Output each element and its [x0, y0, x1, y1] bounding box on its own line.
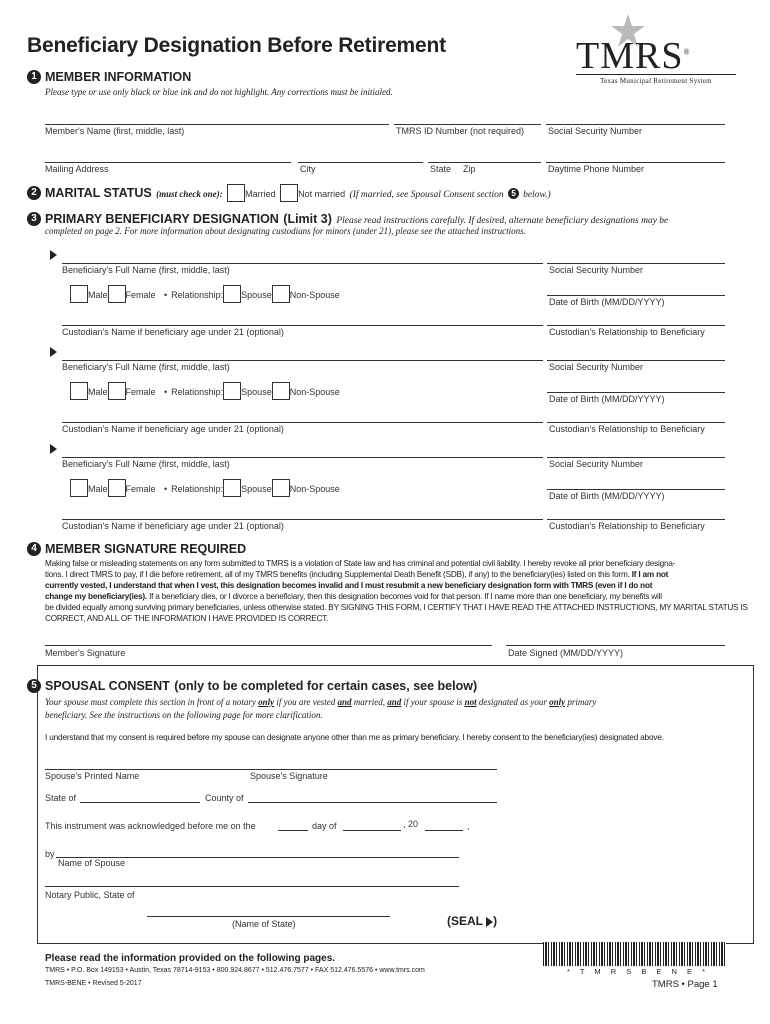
beneficiary-block [0, 250, 770, 347]
text: designated as your [478, 697, 547, 707]
statement-line: CORRECT, AND ALL OF THE INFORMATION I HAVE PROVIDED IS CORRECT. [45, 614, 329, 623]
beneficiary-ssn-label: Social Security Number [549, 362, 644, 372]
section-subtitle: (only to be completed for certain cases, see below) [174, 679, 478, 693]
name-of-state-label: (Name of State) [232, 919, 296, 929]
gender-relationship-row [70, 285, 340, 303]
barcode-text: * T M R S B E N E * [567, 967, 709, 976]
month-field[interactable] [343, 830, 401, 831]
name-of-state-field[interactable] [147, 916, 390, 917]
beneficiary-name-label: Beneficiary's Full Name (first, middle, last) [62, 459, 230, 469]
mailing-label: Mailing Address [45, 164, 109, 174]
spouse-checkbox[interactable] [223, 285, 241, 303]
female-label: Female [125, 290, 156, 301]
married-checkbox[interactable] [227, 184, 245, 202]
text: if you are vested [276, 697, 336, 707]
spouse-label: Spouse [241, 387, 272, 398]
spouse-checkbox[interactable] [223, 382, 241, 400]
date-signed-field[interactable] [506, 645, 725, 646]
dob-label: Date of Birth (MM/DD/YYYY) [549, 297, 665, 307]
notary-label: Notary Public, State of [45, 890, 135, 900]
member-name-field[interactable] [45, 124, 389, 125]
text: if your spouse is [403, 697, 463, 707]
instructions: Please type or use only black or blue ink and do not highlight. Any corrections must be initialed. [45, 87, 393, 97]
emph-and: and [337, 697, 352, 707]
section-title: MARITAL STATUS [45, 186, 152, 201]
beneficiary-block [0, 444, 770, 541]
statement-bold: change my beneficiary(ies). [45, 592, 147, 601]
acknowledged-label: This instrument was acknowledged before me on the [45, 821, 256, 831]
statement-line: If a beneficiary dies, or I divorce a beneficiary, then this designation becomes void for that person. If I name more than one beneficiary, my benefits will [149, 592, 662, 601]
married-label: Married [245, 189, 276, 200]
tmrs-id-label: TMRS ID Number (not required) [396, 126, 525, 136]
emph-and: and [387, 697, 402, 707]
county-of-field[interactable] [248, 802, 497, 803]
custodian-relationship-label: Custodian's Relationship to Beneficiary [549, 424, 705, 434]
city-field[interactable] [298, 162, 423, 163]
section-title: MEMBER INFORMATION [45, 70, 192, 84]
male-checkbox[interactable] [70, 285, 88, 303]
section-number: 4 [27, 542, 41, 556]
year-field[interactable] [425, 830, 463, 831]
member-name-label: Member's Name (first, middle, last) [45, 126, 185, 136]
female-checkbox[interactable] [108, 382, 126, 400]
male-checkbox[interactable] [70, 479, 88, 497]
relationship-label: Relationship: [171, 387, 224, 398]
male-label: Male [88, 484, 108, 495]
day-field[interactable] [278, 830, 308, 831]
spouse-label: Spouse [241, 290, 272, 301]
footer-address: TMRS • P.O. Box 149153 • Austin, Texas 78714-9153 • 800.924.8677 • 512.476.7577 • FAX 512.476.5576 • www.tmrs.com [45, 967, 425, 974]
state-of-label: State of [45, 793, 77, 803]
statement-bold: If I am not [631, 570, 669, 579]
non-spouse-label: Non-Spouse [289, 290, 340, 301]
non-spouse-checkbox[interactable] [272, 479, 290, 497]
custodian-relationship-label: Custodian's Relationship to Beneficiary [549, 521, 705, 531]
emph-only: only [258, 697, 275, 707]
custodian-name-label: Custodian's Name if beneficiary age under 21 (optional) [62, 424, 284, 434]
phone-field[interactable] [546, 162, 725, 163]
state-label: State [430, 164, 452, 174]
spousal-note: (If married, see Spousal Consent section [349, 190, 504, 201]
section-4-header [27, 540, 246, 558]
section-2-header [27, 184, 551, 202]
seal-label: (SEAL ) [447, 914, 498, 928]
dob-label: Date of Birth (MM/DD/YYYY) [549, 394, 665, 404]
section-number: 1 [27, 70, 41, 84]
text: Your spouse must complete this section in front of a notary [45, 697, 256, 707]
arrow-icon [50, 444, 57, 454]
mailing-address-field[interactable] [45, 162, 291, 163]
statement-line: Making false or misleading statements on any form submitted to TMRS is a violation of State law and has criminal and potential civil liability. I hereby revoke all prior beneficiary designa- [45, 559, 676, 568]
date-signed-label: Date Signed (MM/DD/YYYY) [508, 648, 624, 658]
custodian-name-field[interactable] [62, 519, 543, 520]
custodian-name-label: Custodian's Name if beneficiary age under 21 (optional) [62, 521, 284, 531]
beneficiary-name-field[interactable] [62, 457, 543, 458]
bullet: • [163, 387, 168, 398]
custodian-name-field[interactable] [62, 325, 543, 326]
gender-relationship-row [70, 479, 340, 497]
beneficiary-ssn-field[interactable] [547, 360, 725, 361]
instructions-cont: completed on page 2. For more information about designating custodians for minors (under 21), please see the attached instructions. [45, 226, 526, 236]
arrow-icon [50, 347, 57, 357]
dob-field[interactable] [547, 489, 725, 490]
spousal-instructions [45, 697, 596, 707]
male-label: Male [88, 387, 108, 398]
limit-note: (Limit 3) [283, 212, 332, 226]
section-number: 3 [27, 212, 41, 226]
logo-subtitle: Texas Municipal Retirement System [576, 74, 736, 85]
registered-mark: ® [683, 47, 691, 57]
custodian-name-label: Custodian's Name if beneficiary age under 21 (optional) [62, 327, 284, 337]
non-spouse-checkbox[interactable] [272, 382, 290, 400]
spouse-signature-label: Spouse's Signature [250, 771, 328, 781]
custodian-relationship-field[interactable] [547, 519, 725, 520]
bullet: • [163, 290, 168, 301]
member-signature-label: Member's Signature [45, 648, 126, 658]
footer-read-note: Please read the information provided on the following pages. [45, 953, 336, 964]
ssn-label: Social Security Number [548, 126, 643, 136]
page-number: TMRS • Page 1 [652, 979, 718, 990]
female-checkbox[interactable] [108, 479, 126, 497]
logo-text: TMRS [576, 35, 684, 77]
dob-field[interactable] [547, 295, 725, 296]
non-spouse-label: Non-Spouse [289, 387, 340, 398]
member-statement [45, 558, 748, 624]
relationship-label: Relationship: [171, 484, 224, 495]
spouse-name-signature-line[interactable] [45, 769, 497, 770]
emph-not: not [464, 697, 477, 707]
section-5-ref: 5 [508, 188, 519, 199]
year-prefix: , 20 [403, 819, 419, 829]
spouse-checkbox[interactable] [223, 479, 241, 497]
text: primary [567, 697, 597, 707]
section-title: PRIMARY BENEFICIARY DESIGNATION [45, 212, 279, 226]
relationship-label: Relationship: [171, 290, 224, 301]
beneficiary-ssn-field[interactable] [547, 263, 725, 264]
emph-only: only [549, 697, 566, 707]
name-of-spouse-label: Name of Spouse [58, 858, 126, 868]
spouse-printed-name-label: Spouse's Printed Name [45, 771, 140, 781]
zip-label: Zip [463, 164, 476, 174]
male-checkbox[interactable] [70, 382, 88, 400]
member-signature-field[interactable] [45, 645, 492, 646]
custodian-name-field[interactable] [62, 422, 543, 423]
not-married-label: Not married [298, 189, 346, 200]
section-title: SPOUSAL CONSENT [45, 679, 170, 693]
female-checkbox[interactable] [108, 285, 126, 303]
female-label: Female [125, 387, 156, 398]
bullet: • [163, 484, 168, 495]
custodian-relationship-field[interactable] [547, 422, 725, 423]
state-zip-field[interactable] [428, 162, 541, 163]
text: married, [353, 697, 386, 707]
page-title: Beneficiary Designation Before Retirement [27, 34, 446, 57]
city-label: City [300, 164, 316, 174]
seal-text: (SEAL [447, 914, 483, 928]
instructions: Please read instructions carefully. If desired, alternate beneficiary designations may be [336, 216, 669, 226]
male-label: Male [88, 290, 108, 301]
section-1-header [27, 68, 191, 86]
consent-statement: I understand that my consent is required before my spouse can designate anyone other than me as primary beneficiary. I hereby consent to the beneficiary(ies) designated above. [45, 732, 664, 742]
barcode [543, 942, 726, 966]
by-label: by [45, 849, 55, 859]
section-title: MEMBER SIGNATURE REQUIRED [45, 542, 247, 556]
form-id: TMRS-BENE • Revised 5-2017 [45, 980, 142, 987]
non-spouse-checkbox[interactable] [272, 285, 290, 303]
custodian-relationship-label: Custodian's Relationship to Beneficiary [549, 327, 705, 337]
spouse-label: Spouse [241, 484, 272, 495]
beneficiary-block [0, 347, 770, 444]
dob-label: Date of Birth (MM/DD/YYYY) [549, 491, 665, 501]
tmrs-logo [576, 14, 736, 86]
beneficiary-name-field[interactable] [62, 263, 543, 264]
spousal-note-end: below.) [523, 190, 551, 201]
not-married-checkbox[interactable] [280, 184, 298, 202]
county-of-label: County of [205, 793, 244, 803]
day-of-label: day of [312, 821, 337, 831]
statement-bold: currently vested, I understand that when I vest, this designation becomes invalid and I must resubmit a new beneficiary designation form with TMRS (even if I do not [45, 581, 653, 590]
gender-relationship-row [70, 382, 340, 400]
beneficiary-name-label: Beneficiary's Full Name (first, middle, last) [62, 362, 230, 372]
statement-line: tions. I direct TMRS to pay, if I die before retirement, all of my TMRS benefits (including Supplemental Death Benefit (SDB), if any) to the beneficiary(ies) listed on this form. [45, 570, 630, 579]
state-of-field[interactable] [80, 802, 200, 803]
female-label: Female [125, 484, 156, 495]
statement-line: be divided equally among surviving primary beneficiaries, unless otherwise stated. BY SIGNING THIS FORM, I CERTIFY THAT I HAVE READ THE ATTACHED INSTRUCTIONS, MY MARITAL STATUS IS [45, 603, 748, 612]
non-spouse-label: Non-Spouse [289, 484, 340, 495]
beneficiary-ssn-field[interactable] [547, 457, 725, 458]
section-5-header [27, 677, 477, 695]
arrow-icon [50, 250, 57, 260]
custodian-relationship-field[interactable] [547, 325, 725, 326]
beneficiary-name-field[interactable] [62, 360, 543, 361]
section-number: 5 [27, 679, 41, 693]
notary-field[interactable] [45, 886, 459, 887]
check-one-note: (must check one): [156, 189, 223, 200]
dob-field[interactable] [547, 392, 725, 393]
spousal-instructions-cont: beneficiary. See the instructions on the following page for more clarification. [45, 710, 323, 720]
beneficiary-name-label: Beneficiary's Full Name (first, middle, last) [62, 265, 230, 275]
tmrs-id-field[interactable] [394, 124, 541, 125]
beneficiary-ssn-label: Social Security Number [549, 459, 644, 469]
beneficiary-ssn-label: Social Security Number [549, 265, 644, 275]
ssn-field[interactable] [546, 124, 725, 125]
section-number: 2 [27, 186, 41, 200]
comma: , [467, 821, 470, 831]
phone-label: Daytime Phone Number [548, 164, 645, 174]
